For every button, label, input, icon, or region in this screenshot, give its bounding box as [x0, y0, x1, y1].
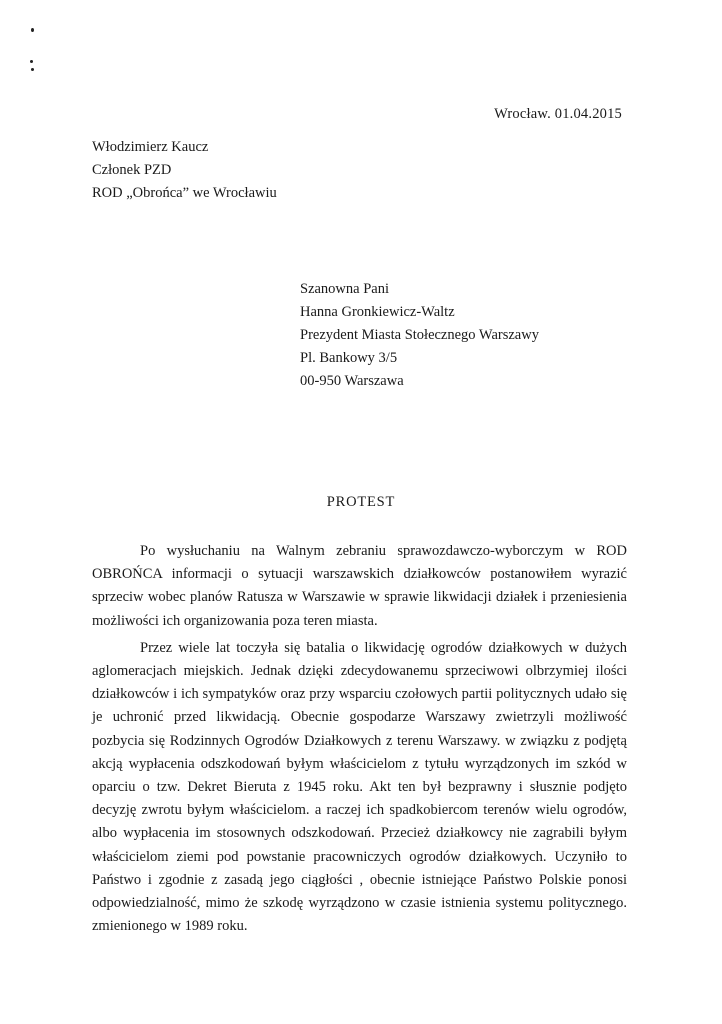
- recipient-title: Prezydent Miasta Stołecznego Warszawy: [300, 327, 539, 343]
- recipient-city: 00-950 Warszawa: [300, 373, 404, 389]
- body-paragraph: Po wysłuchaniu na Walnym zebraniu sprawozdawczo-wyborczym w ROD OBROŃCA informacji o sytuacji warszawskich działkowców postanowiłem wyrazić sprzeciw wobec planów Ratusza w Warszawie w sprawie likwidacji działek i przeniesienia możliwości ich organizowania poza teren miasta.: [92, 543, 627, 629]
- letter-body: [92, 540, 627, 942]
- sender-block: [92, 136, 277, 205]
- recipient-salutation: Szanowna Pani: [300, 281, 389, 297]
- scan-mark-dot: [31, 68, 34, 71]
- recipient-name: Hanna Gronkiewicz-Waltz: [300, 304, 455, 320]
- letter-date: Wrocław. 01.04.2015: [494, 106, 622, 122]
- scan-mark-dot: [30, 60, 33, 63]
- sender-role: Członek PZD: [92, 162, 172, 178]
- letter-heading: PROTEST: [326, 494, 396, 510]
- sender-organization: ROD „Obrońca” we Wrocławiu: [92, 185, 277, 201]
- recipient-street: Pl. Bankowy 3/5: [300, 350, 398, 366]
- recipient-block: [300, 278, 539, 393]
- sender-name: Włodzimierz Kaucz: [92, 139, 209, 155]
- body-paragraph: Przez wiele lat toczyła się batalia o likwidację ogrodów działkowych w dużych aglomeracjach miejskich. Jednak dzięki zdecydowanemu sprzeciwowi olbrzymiej ilości działkowców i ich sympatyków oraz przy wsparciu czołowych partii politycznych udało się je uchronić przed likwidacją. Obecnie gospodarze Warszawy zwietrzyli możliwość pozbycia się Rodzinnych Ogrodów Działkowych z terenu Warszawy. w związku z podjętą akcją wypłacenia odszkodowań byłym właścicielom z tytułu wyrządzonych im szkód w oparciu o tzw. Dekret Bieruta z 1945 roku. Akt ten był bezprawny i słusznie podjęto decyzję zwrotu byłym właścicielom. a raczej ich spadkobiercom terenów wielu ogrodów, albo wypłacenia im stosownych odszkodowań. Przecież działkowcy nie zagrabili byłym właścicielom ziemi pod powstanie pracowniczych ogrodów działkowych. Uczyniło to Państwo i zgodnie z zasadą jego ciągłości , obecnie istniejące Państwo Polskie ponosi odpowiedzialność, mimo że szkodę wyrządzono w czasie istnienia systemu politycznego. zmienionego w 1989 roku.: [92, 639, 627, 935]
- scan-mark-dot: [31, 28, 34, 32]
